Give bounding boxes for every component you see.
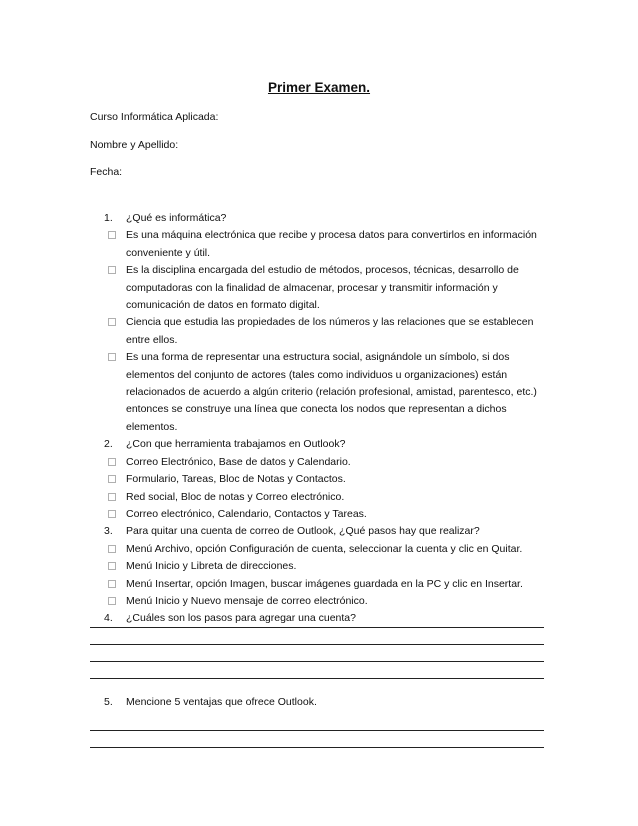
option-text: Correo electrónico, Calendario, Contactos y Tareas. xyxy=(126,507,367,520)
checkbox-icon[interactable] xyxy=(108,458,116,466)
option-1-4[interactable] xyxy=(104,349,554,436)
question-2 xyxy=(104,436,554,453)
question-text: Mencione 5 ventajas que ofrece Outlook. xyxy=(126,696,317,708)
checkbox-icon[interactable] xyxy=(108,562,116,570)
checkbox-icon[interactable] xyxy=(108,580,116,588)
checkbox-icon[interactable] xyxy=(108,266,116,274)
option-3-3[interactable] xyxy=(104,576,554,593)
course-label: Curso Informática Aplicada: xyxy=(90,111,219,123)
option-text: Es una forma de representar una estructura social, asignándole un símbolo, si dos elementos del conjunto de actores (tales como individuos u organizaciones) están relacionados de acuerdo a algún criterio (relación profesional, amistad, parentesco, etc.) entonces se construye una línea que conecta los nodos que representan a dichos elementos. xyxy=(126,351,537,433)
checkbox-icon[interactable] xyxy=(108,231,116,239)
option-text: Menú Inicio y Libreta de direcciones. xyxy=(126,560,297,573)
option-text: Red social, Bloc de notas y Correo electrónico. xyxy=(126,490,345,503)
option-text: Ciencia que estudia las propiedades de los números y las relaciones que se establecen entre ellos. xyxy=(126,316,534,346)
question-number: 5. xyxy=(104,696,113,708)
option-3-4[interactable] xyxy=(104,593,554,610)
checkbox-icon[interactable] xyxy=(108,510,116,518)
option-text: Es una máquina electrónica que recibe y procesa datos para convertirlos en información conveniente y útil. xyxy=(126,229,537,259)
question-text: Para quitar una cuenta de correo de Outlook, ¿Qué pasos hay que realizar? xyxy=(126,525,480,538)
answer-lines-q5[interactable] xyxy=(90,730,544,748)
option-text: Menú Archivo, opción Configuración de cuenta, seleccionar la cuenta y clic en Quitar. xyxy=(126,542,523,555)
question-number: 1. xyxy=(104,212,113,224)
question-1 xyxy=(104,210,554,227)
question-5 xyxy=(104,694,317,711)
answer-line[interactable] xyxy=(90,678,544,679)
option-text: Menú Insertar, opción Imagen, buscar imágenes guardada en la PC y clic en Insertar. xyxy=(126,577,523,590)
option-text: Menú Inicio y Nuevo mensaje de correo electrónico. xyxy=(126,594,368,607)
option-text: Formulario, Tareas, Bloc de Notas y Contactos. xyxy=(126,473,346,486)
checkbox-icon[interactable] xyxy=(108,475,116,483)
answer-line[interactable] xyxy=(90,661,544,662)
answer-line[interactable] xyxy=(90,730,544,731)
option-1-3[interactable] xyxy=(104,314,554,349)
page-title: Primer Examen. xyxy=(267,80,371,95)
name-label: Nombre y Apellido: xyxy=(90,139,179,151)
question-text: ¿Cuáles son los pasos para agregar una cuenta? xyxy=(126,612,356,625)
question-3 xyxy=(104,523,554,540)
option-1-1[interactable] xyxy=(104,227,554,262)
date-label: Fecha: xyxy=(90,166,123,178)
option-3-1[interactable] xyxy=(104,541,554,558)
option-2-4[interactable] xyxy=(104,506,554,523)
checkbox-icon[interactable] xyxy=(108,353,116,361)
option-2-2[interactable] xyxy=(104,471,554,488)
question-text: ¿Qué es informática? xyxy=(126,212,227,224)
answer-line[interactable] xyxy=(90,627,544,628)
option-2-3[interactable] xyxy=(104,489,554,506)
option-text: Es la disciplina encargada del estudio de métodos, procesos, técnicas, desarrollo de computadoras con la finalidad de almacenar, procesar y transmitir información y comunicación de datos en formato digital. xyxy=(126,264,519,312)
question-4 xyxy=(104,610,554,627)
checkbox-icon[interactable] xyxy=(108,597,116,605)
checkbox-icon[interactable] xyxy=(108,545,116,553)
option-2-1[interactable] xyxy=(104,454,554,471)
question-list xyxy=(104,210,554,628)
checkbox-icon[interactable] xyxy=(108,493,116,501)
question-text: ¿Con que herramienta trabajamos en Outlook? xyxy=(126,438,346,451)
question-number: 2. xyxy=(104,438,113,451)
answer-line[interactable] xyxy=(90,747,544,748)
option-1-2[interactable] xyxy=(104,262,554,314)
question-number: 3. xyxy=(104,525,113,538)
question-number: 4. xyxy=(104,612,113,625)
checkbox-icon[interactable] xyxy=(108,318,116,326)
option-text: Correo Electrónico, Base de datos y Calendario. xyxy=(126,455,351,468)
option-3-2[interactable] xyxy=(104,558,554,575)
answer-lines-q4[interactable] xyxy=(90,627,544,679)
answer-line[interactable] xyxy=(90,644,544,645)
